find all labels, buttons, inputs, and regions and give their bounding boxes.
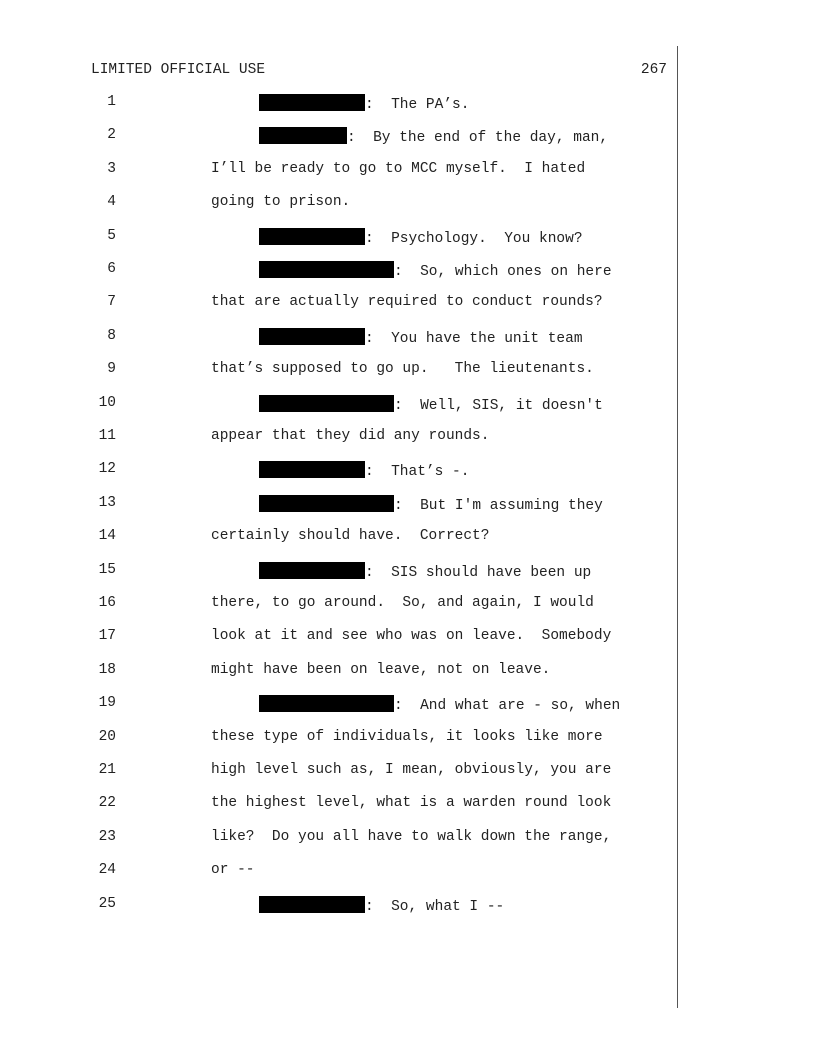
line-text-content: : So, which ones on here xyxy=(394,264,612,280)
line-text-content: : The PA’s. xyxy=(365,97,470,113)
line-text-content: appear that they did any rounds. xyxy=(211,428,490,444)
line-text-content: might have been on leave, not on leave. xyxy=(211,661,551,678)
line-number: 6 xyxy=(107,261,116,277)
line-number: 11 xyxy=(98,428,116,444)
line-text xyxy=(211,294,603,310)
line-number: 23 xyxy=(98,828,116,845)
line-text-content: : But I'm assuming they xyxy=(394,497,603,514)
line-number: 20 xyxy=(98,728,116,745)
line-number: 7 xyxy=(107,294,116,311)
line-text-content: certainly should have. Correct? xyxy=(211,528,490,545)
speaker-line-text xyxy=(259,562,591,581)
line-number: 10 xyxy=(98,394,116,411)
redacted-speaker-name xyxy=(259,395,394,412)
redacted-speaker-name xyxy=(259,328,365,345)
line-number: 18 xyxy=(98,661,116,678)
line-number: 17 xyxy=(98,628,116,645)
right-margin-rule xyxy=(677,46,678,1008)
speaker-line-text xyxy=(259,127,608,146)
redacted-speaker-name xyxy=(259,562,365,579)
redacted-speaker-name xyxy=(259,94,365,111)
speaker-line-text xyxy=(259,896,504,915)
line-text-content: that are actually required to conduct rounds? xyxy=(211,294,603,311)
line-number: 15 xyxy=(98,561,116,578)
line-text xyxy=(211,361,594,377)
line-text-content: : That’s -. xyxy=(365,464,470,481)
speaker-line-text xyxy=(259,395,603,414)
line-number: 21 xyxy=(98,762,116,778)
line-text xyxy=(211,862,255,878)
redacted-speaker-name xyxy=(259,228,365,245)
redacted-speaker-name xyxy=(259,261,394,278)
line-number: 24 xyxy=(98,862,116,879)
line-number: 25 xyxy=(98,895,116,912)
line-text xyxy=(211,762,611,778)
line-number: 19 xyxy=(98,695,116,712)
line-text-content: these type of individuals, it looks like more xyxy=(211,728,603,745)
line-number: 12 xyxy=(98,461,116,478)
line-text xyxy=(211,194,350,210)
line-number: 16 xyxy=(98,595,116,611)
line-text xyxy=(211,795,611,811)
line-number: 3 xyxy=(107,160,116,177)
line-text-content: : Well, SIS, it doesn't xyxy=(394,397,603,414)
line-text-content: : Psychology. You know? xyxy=(365,230,583,247)
line-text xyxy=(211,595,594,611)
line-number: 22 xyxy=(98,795,116,812)
line-text-content: there, to go around. So, and again, I would xyxy=(211,595,594,611)
redacted-speaker-name xyxy=(259,127,347,144)
line-text-content: look at it and see who was on leave. Somebody xyxy=(211,628,612,645)
speaker-line-text xyxy=(259,495,603,514)
line-text-content: : So, what I -- xyxy=(365,898,505,915)
line-text xyxy=(211,528,489,544)
line-number: 4 xyxy=(107,194,116,211)
speaker-line-text xyxy=(259,695,620,714)
line-text xyxy=(211,729,603,745)
line-text xyxy=(211,829,611,845)
speaker-line-text xyxy=(259,328,583,347)
line-text-content: : You have the unit team xyxy=(365,330,583,347)
page-number: 267 xyxy=(640,62,667,78)
line-text-content: : SIS should have been up xyxy=(365,564,592,581)
line-text-content: : And what are - so, when xyxy=(394,698,621,715)
speaker-line-text xyxy=(259,94,469,113)
line-number: 5 xyxy=(107,227,116,244)
speaker-line-text xyxy=(259,228,583,247)
line-text-content: I’ll be ready to go to MCC myself. I hated xyxy=(211,160,586,177)
line-number: 9 xyxy=(107,361,116,378)
line-number: 14 xyxy=(98,528,116,545)
line-number: 2 xyxy=(107,127,116,144)
page-header-classification: LIMITED OFFICIAL USE xyxy=(91,62,266,78)
line-number: 8 xyxy=(107,327,116,344)
line-text xyxy=(211,428,489,444)
redacted-speaker-name xyxy=(259,461,365,478)
line-text-content: like? Do you all have to walk down the range, xyxy=(211,828,612,845)
line-text-content: that’s supposed to go up. The lieutenants. xyxy=(211,361,594,378)
line-text-content: the highest level, what is a warden round look xyxy=(211,795,612,812)
line-text-content: or -- xyxy=(211,862,255,879)
line-text xyxy=(211,628,611,644)
line-text xyxy=(211,662,550,678)
speaker-line-text xyxy=(259,261,612,280)
redacted-speaker-name xyxy=(259,695,394,712)
line-text xyxy=(211,161,585,177)
line-text-content: : By the end of the day, man, xyxy=(347,130,609,147)
redacted-speaker-name xyxy=(259,896,365,913)
line-number: 1 xyxy=(107,94,116,110)
speaker-line-text xyxy=(259,461,469,480)
line-text-content: high level such as, I mean, obviously, you are xyxy=(211,762,612,778)
line-text-content: going to prison. xyxy=(211,194,351,211)
line-number: 13 xyxy=(98,494,116,511)
redacted-speaker-name xyxy=(259,495,394,512)
